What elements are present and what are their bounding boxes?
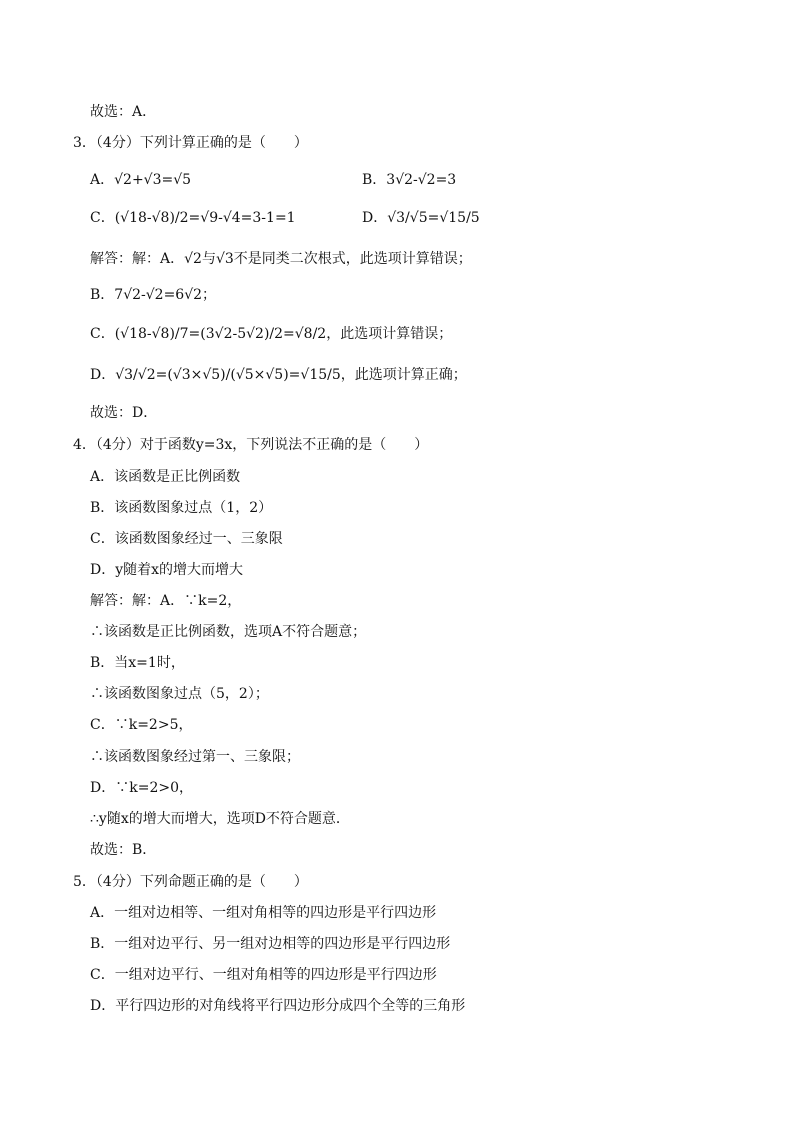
q3-option-a: A．√2+√3=√5 [90, 172, 192, 188]
question-4-stem: 4．（4分）对于函数y=3x，下列说法不正确的是（ ） [73, 437, 429, 453]
q4-option-b: B．该函数图象过点（1，2） [90, 500, 273, 516]
q4-solution-line: ∴该函数图象过点（5，2）； [90, 686, 269, 702]
question-3-stem: 3．（4分）下列计算正确的是（ ） [73, 135, 308, 151]
q4-solution-line: D．∵k=2>0， [90, 780, 193, 796]
q4-option-a: A．该函数是正比例函数 [90, 469, 241, 485]
q4-solution-line: ∴y随x的增大而增大，选项D不符合题意． [90, 811, 350, 827]
q4-solution-line: ∴该函数是正比例函数，选项A不符合题意； [90, 624, 367, 640]
q5-option-d: D．平行四边形的对角线将平行四边形分成四个全等的三角形 [90, 998, 466, 1014]
q5-option-a: A．一组对边相等、一组对角相等的四边形是平行四边形 [90, 905, 437, 921]
answer-line [90, 103, 156, 121]
q3-solution-line: 解答：解：A．√2与√3不是同类二次根式，此选项计算错误； [90, 251, 472, 267]
q3-solution-line: B．7√2-√2=6√2； [90, 287, 217, 303]
l01: 故选：A． [90, 104, 157, 120]
q5-option-c: C．一组对边平行、一组对角相等的四边形是平行四边形 [90, 967, 437, 983]
q3-option-b: B．3√2-√2=3 [362, 172, 457, 188]
q3-option-d: D．√3/√5=√15/5 [362, 210, 480, 226]
question-5-stem: 5．（4分）下列命题正确的是（ ） [73, 874, 308, 890]
q4-solution-line: ∴该函数图象经过第一、三象限； [90, 749, 300, 765]
q3-option-c: C．(√18-√8)/2=√9-√4=3-1=1 [90, 210, 296, 226]
q4-option-c: C．该函数图象经过一、三象限 [90, 531, 283, 547]
q4-solution-line: B．当x=1时， [90, 655, 185, 671]
answer-line: 故选：B． [90, 842, 157, 858]
q4-option-d: D．y随着x的增大而增大 [90, 562, 244, 578]
answer-line: 故选：D． [90, 405, 158, 421]
q3-solution-line: D．√3/√2=(√3×√5)/(√5×√5)=√15/5，此选项计算正确； [90, 367, 467, 383]
q4-solution-line: C．∵k=2>5， [90, 717, 193, 733]
q4-solution-line: 解答：解：A．∵k=2， [90, 593, 242, 609]
q3-solution-line: C．(√18-√8)/7=(3√2-5√2)/2=√8/2，此选项计算错误； [90, 326, 453, 342]
q5-option-b: B．一组对边平行、另一组对边相等的四边形是平行四边形 [90, 936, 451, 952]
